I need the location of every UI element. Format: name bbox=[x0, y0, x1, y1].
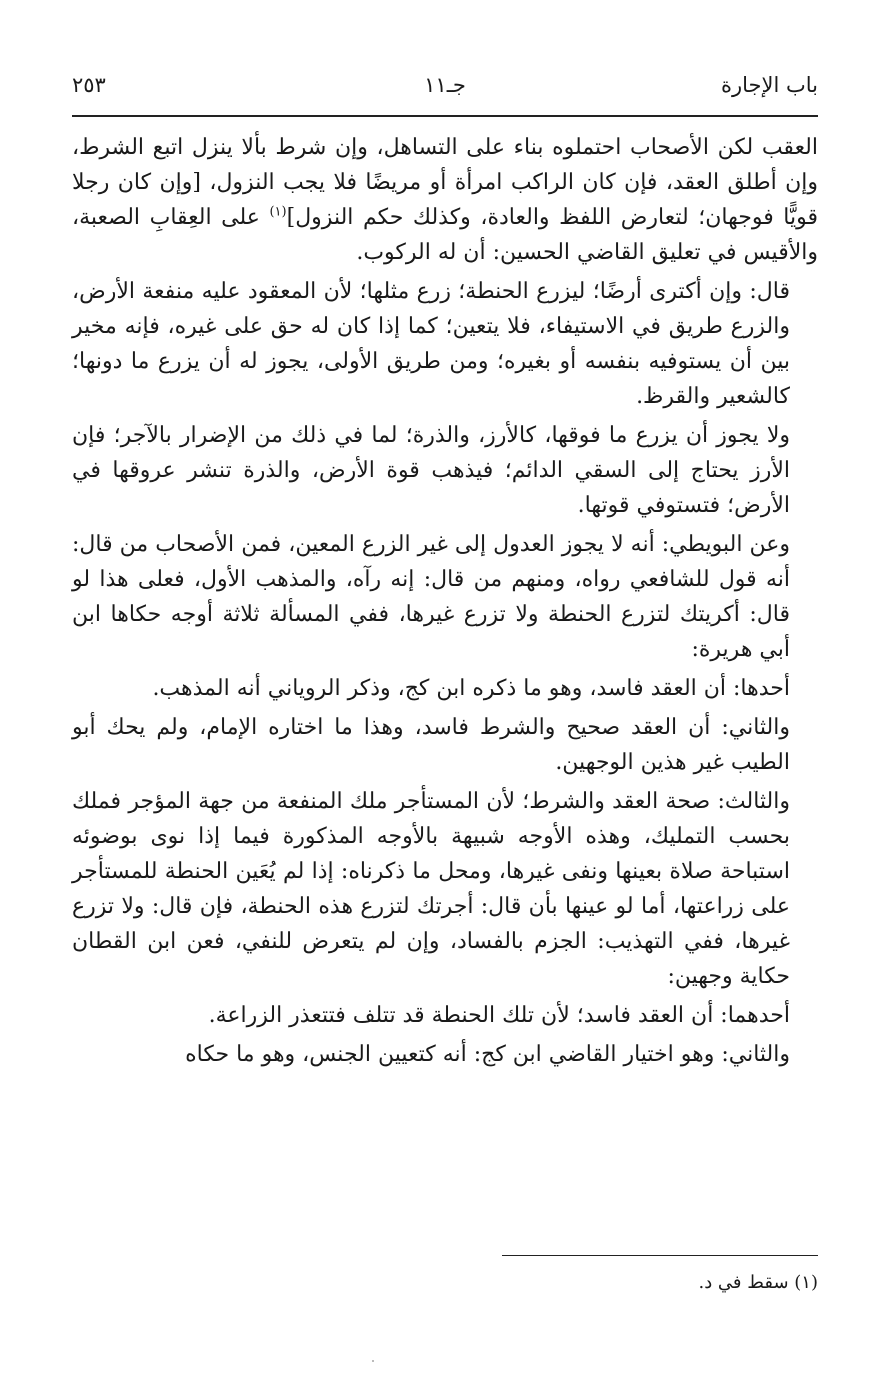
paragraph-6: والثاني: أن العقد صحيح والشرط فاسد، وهذا ما اختاره الإمام، ولم يحك أبو الطيب غير هذين الوجهين. bbox=[72, 715, 790, 775]
paragraph-1-continuation: على العِقابِ الصعبة، والأقيس في تعليق القاضي الحسين: أن له الركوب. bbox=[72, 205, 818, 265]
paragraph-1 bbox=[72, 130, 818, 270]
paragraph-5: أحدها: أن العقد فاسد، وهو ما ذكره ابن كج، وذكر الروياني أنه المذهب. bbox=[152, 676, 790, 701]
footnote-rule bbox=[502, 1255, 818, 1256]
paragraph-3: ولا يجوز أن يزرع ما فوقها، كالأرز، والذرة؛ لما في ذلك من الإضرار بالآجر؛ فإن الأرز يحتاج إلى السقي الدائم؛ فيذهب قوة الأرض، والذرة تنشر عروقها في الأرض؛ فتستوفي قوتها. bbox=[72, 423, 790, 518]
header-rule bbox=[72, 115, 818, 117]
footnote-text: سقط في د. bbox=[698, 1272, 789, 1293]
scan-speck bbox=[372, 1360, 374, 1362]
footnote-reference: (١) bbox=[269, 204, 287, 220]
footnote bbox=[72, 1268, 818, 1298]
paragraph-7: والثالث: صحة العقد والشرط؛ لأن المستأجر ملك المنفعة من جهة المؤجر فملك بحسب التمليك، وهذه الأوجه شبيهة بالأوجه المذكورة فيما إذا نوى بوضوئه استباحة صلاة بعينها ونفى غيرها، ومحل ما ذكرناه: إذا لم يُعَين الحنطة للمستأجر على زراعتها، أما لو عينها بأن قال: أجرتك لتزرع هذه الحنطة، فإن قال: ولا تزرع غيرها، ففي التهذيب: الجزم بالفساد، وإن لم يتعرض للنفي، فعن ابن القطان حكاية وجهين: bbox=[72, 789, 790, 989]
page-number: ٢٥٣ bbox=[72, 73, 106, 97]
paragraph-2: قال: وإن أكترى أرضًا؛ ليزرع الحنطة؛ زرع مثلها؛ لأن المعقود عليه منفعة الأرض، والزرع طريق في الاستيفاء، فلا يتعين؛ كما إذا كان له حق على غيره، فإنه مخير بين أن يستوفيه بنفسه أو بغيره؛ ومن طريق الأولى، يجوز له أن يزرع ما دونها؛ كالشعير والقرظ. bbox=[72, 279, 790, 409]
running-header bbox=[72, 70, 818, 110]
paragraph-9: والثاني: وهو اختيار القاضي ابن كج: أنه كتعيين الجنس، وهو ما حكاه bbox=[185, 1042, 790, 1067]
chapter-title: باب الإجارة bbox=[720, 73, 818, 97]
main-text bbox=[72, 130, 818, 1076]
paragraph-1-text: العقب لكن الأصحاب احتملوه بناء على التساهل، وإن شرط بألا ينزل اتبع الشرط، وإن أطلق العقد، فإن كان الراكب امرأة أو مريضًا فلا يجب النزول، [وإن كان رجلا قويًّا فوجهان؛ لتعارض اللفظ والعادة، وكذلك حكم النزول] bbox=[72, 135, 818, 230]
footnote-marker: (١) bbox=[794, 1272, 818, 1293]
volume-label: جـ١١ bbox=[424, 73, 466, 97]
paragraph-4: وعن البويطي: أنه لا يجوز العدول إلى غير الزرع المعين، فمن الأصحاب من قال: أنه قول للشافعي رواه، ومنهم من قال: إنه رآه، والمذهب الأول، فعلى هذا لو قال: أكريتك لتزرع الحنطة ولا تزرع غيرها، ففي المسألة ثلاثة أوجه حكاها ابن أبي هريرة: bbox=[72, 532, 790, 662]
paragraph-8: أحدهما: أن العقد فاسد؛ لأن تلك الحنطة قد تتلف فتتعذر الزراعة. bbox=[208, 1003, 790, 1028]
